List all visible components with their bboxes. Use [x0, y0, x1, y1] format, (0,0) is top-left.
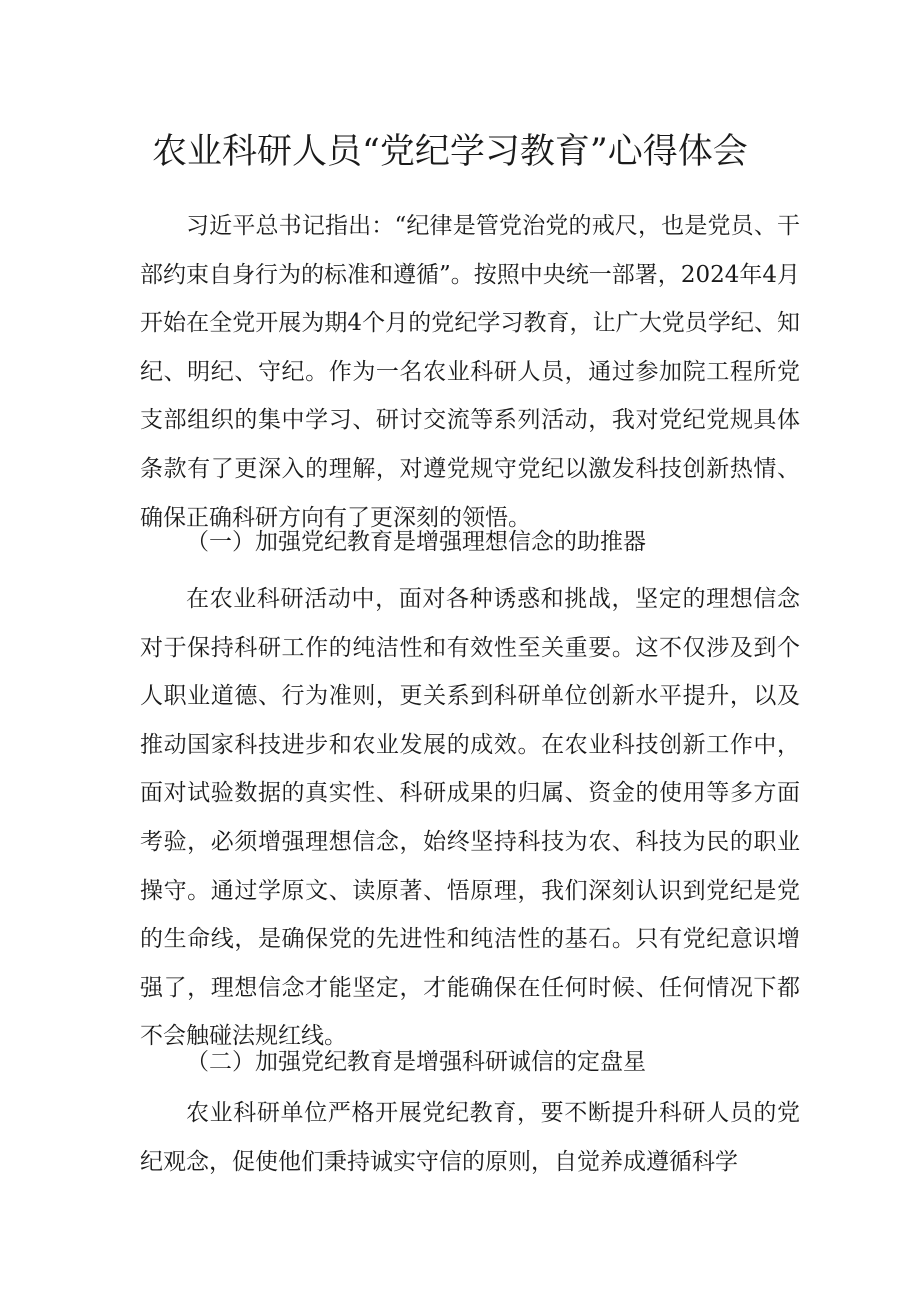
- section-heading-1: （一）加强党纪教育是增强理想信念的助推器: [186, 529, 646, 555]
- section-2-paragraph: 农业科研单位严格开展党纪教育，要不断提升科研人员的党纪观念，促使他们秉持诚实守信的原则，自觉养成遵循科学: [140, 1100, 800, 1175]
- section-heading-2: （二）加强党纪教育是增强科研诚信的定盘星: [186, 1049, 646, 1075]
- section-1-paragraph: 在农业科研活动中，面对各种诱惑和挑战，坚定的理想信念对于保持科研工作的纯洁性和有效性至关重要。这不仅涉及到个人职业道德、行为准则，更关系到科研单位创新水平提升，以及推动国家科技进步和农业发展的成效。在农业科技创新工作中，面对试验数据的真实性、科研成果的归属、资金的使用等多方面考验，必须增强理想信念，始终坚持科技为农、科技为民的职业操守。通过学原文、读原著、悟原理，我们深刻认识到党纪是党的生命线，是确保党的先进性和纯洁性的基石。只有党纪意识增强了，理想信念才能坚定，才能确保在任何时候、任何情况下都不会触碰法规红线。: [140, 586, 800, 1050]
- document-title: 农业科研人员“党纪学习教育”心得体会: [152, 132, 748, 172]
- intro-paragraph: 习近平总书记指出：“纪律是管党治党的戒尺，也是党员、干部约束自身行为的标准和遵循”。按照中央统一部署，2024年4月开始在全党开展为期4个月的党纪学习教育，让广大党员学纪、知纪、明纪、守纪。作为一名农业科研人员，通过参加院工程所党支部组织的集中学习、研讨交流等系列活动，我对党纪党规具体条款有了更深入的理解，对遵党规守党纪以激发科技创新热情、确保正确科研方向有了更深刻的领悟。: [140, 213, 800, 531]
